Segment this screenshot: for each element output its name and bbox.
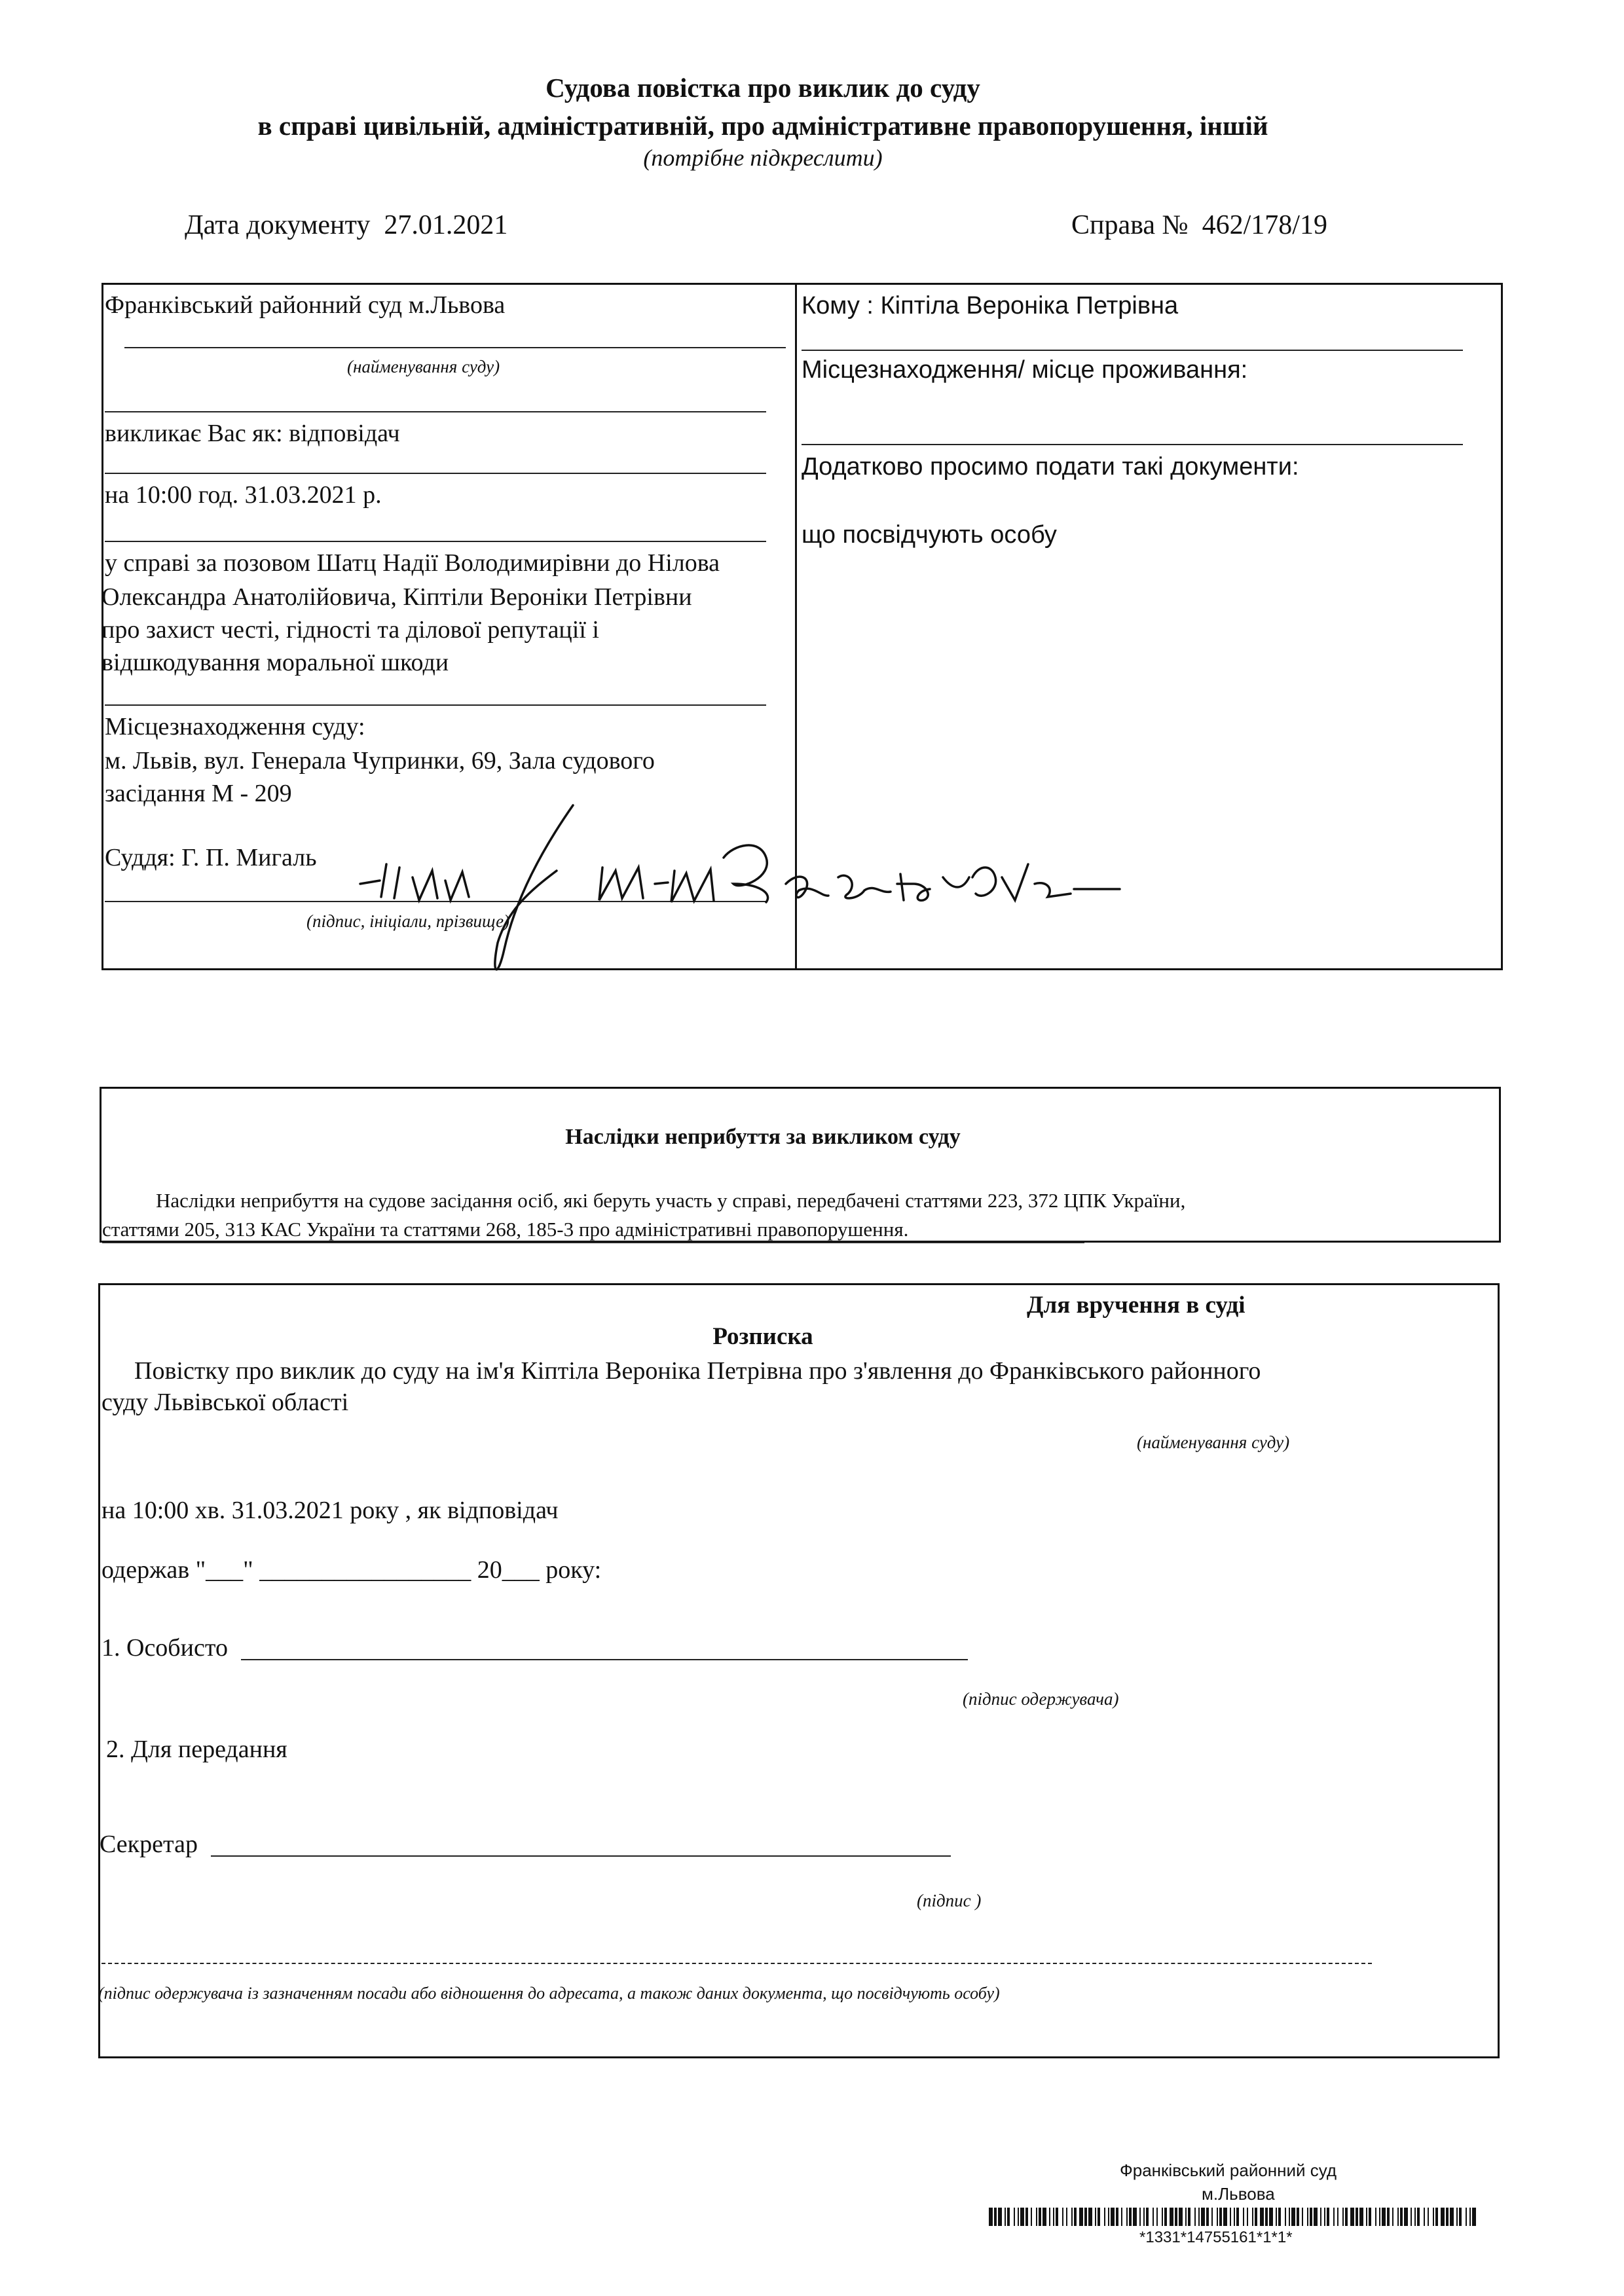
court-location-line-2: засідання М - 209	[105, 780, 292, 807]
case-value: 462/178/19	[1202, 210, 1327, 240]
consequences-line-2: статтями 205, 313 КАС України та статтями 268, 185-3 про адміністративні правопорушення.	[102, 1218, 909, 1241]
barcode-text: *1331*14755161*1*1*	[1139, 2229, 1293, 2246]
recipient-signature-caption: (підпис одержувача)	[963, 1689, 1119, 1709]
for-court-delivery: Для вручення в суді	[1027, 1292, 1246, 1319]
case-description-line-1: у справі за позовом Шатц Надії Володимирівни до Нілова	[105, 549, 720, 577]
case-description-line-3: про захист честі, гідності та ділової репутації і	[101, 616, 599, 644]
receipt-line-2: суду Львівської області	[101, 1389, 349, 1416]
case-label: Справа №	[1071, 210, 1189, 240]
personally-label: 1. Особисто	[101, 1634, 228, 1662]
documents-label: Додатково просимо подати такі документи:	[802, 453, 1299, 481]
residence-line	[802, 444, 1463, 445]
case-number	[1071, 210, 1327, 241]
receipt-title: Розписка	[712, 1323, 813, 1350]
court-caption-line	[105, 411, 766, 412]
receipt-line-1: Повістку про виклик до суду на ім'я Кіптіла Вероніка Петрівна про з'явлення до Франківського районного	[134, 1357, 1261, 1385]
recipient-name: Кому : Кіптіла Вероніка Петрівна	[802, 292, 1179, 319]
court-name-caption: (найменування суду)	[347, 357, 500, 376]
barcode	[989, 2208, 1486, 2226]
documents-value: що посвідчують особу	[802, 521, 1057, 549]
case-description-line-2: Олександра Анатолійовича, Кіптіли Вероніки Петрівни	[101, 583, 692, 611]
signature-caption: (підпис, ініціали, прізвище)	[306, 911, 510, 931]
secretary-signature-line	[211, 1855, 951, 1857]
secretary-label: Секретар	[100, 1831, 198, 1858]
received-date-line: одержав "___" _________________ 20___ року:	[101, 1556, 602, 1584]
title-note: (потрібне підкреслити)	[643, 145, 883, 171]
receipt-footer-note: (підпис одержувача із зазначенням посади або відношення до адресата, а також даних документа, що посвідчують особу)	[98, 1984, 1000, 2003]
receipt-time-line: на 10:00 хв. 31.03.2021 року , як відповідач	[101, 1497, 559, 1524]
stamp-court-line-1: Франківський районний суд	[1120, 2160, 1337, 2180]
secretary-signature-caption: (підпис )	[917, 1891, 982, 1910]
hearing-time-line	[105, 541, 766, 542]
personally-signature-line	[241, 1659, 968, 1660]
residence-label: Місцезнаходження/ місце проживання:	[802, 356, 1248, 384]
receipt-footer-line	[101, 1963, 1372, 1964]
stamp-court-line-2: м.Львова	[1202, 2184, 1275, 2204]
summons-as-line	[105, 473, 766, 474]
case-description-line	[105, 704, 766, 706]
document-date	[185, 210, 507, 241]
date-label: Дата документу	[185, 210, 371, 240]
for-transfer-label: 2. Для передання	[106, 1736, 287, 1763]
judge-name: Суддя: Г. П. Мигаль	[105, 844, 317, 871]
receipt-court-caption: (найменування суду)	[1137, 1432, 1290, 1452]
barcode-bar	[1472, 2208, 1476, 2226]
court-name-line	[124, 347, 786, 348]
judge-signature	[341, 786, 1126, 982]
recipient-line	[802, 350, 1463, 351]
summons-as: викликає Вас як: відповідач	[105, 420, 400, 447]
consequences-line-1: Наслідки неприбуття на судове засідання осіб, які беруть участь у справі, передбачені статтями 223, 372 ЦПК України,	[156, 1189, 1186, 1212]
consequences-underline	[102, 1242, 1084, 1243]
date-value: 27.01.2021	[384, 210, 508, 240]
court-location-label: Місцезнаходження суду:	[105, 713, 365, 740]
court-name: Франківський районний суд м.Львова	[105, 291, 506, 319]
title-line-2: в справі цивільній, адміністративній, про адміністративне правопорушення, іншій	[257, 111, 1268, 141]
court-location-line-1: м. Львів, вул. Генерала Чупринки, 69, Зала судового	[105, 747, 655, 774]
title-line-1: Судова повістка про виклик до суду	[545, 73, 980, 103]
hearing-time: на 10:00 год. 31.03.2021 р.	[105, 481, 382, 509]
case-description-line-4: відшкодування моральної шкоди	[101, 649, 449, 676]
consequences-title: Наслідки неприбуття за викликом суду	[565, 1125, 961, 1149]
